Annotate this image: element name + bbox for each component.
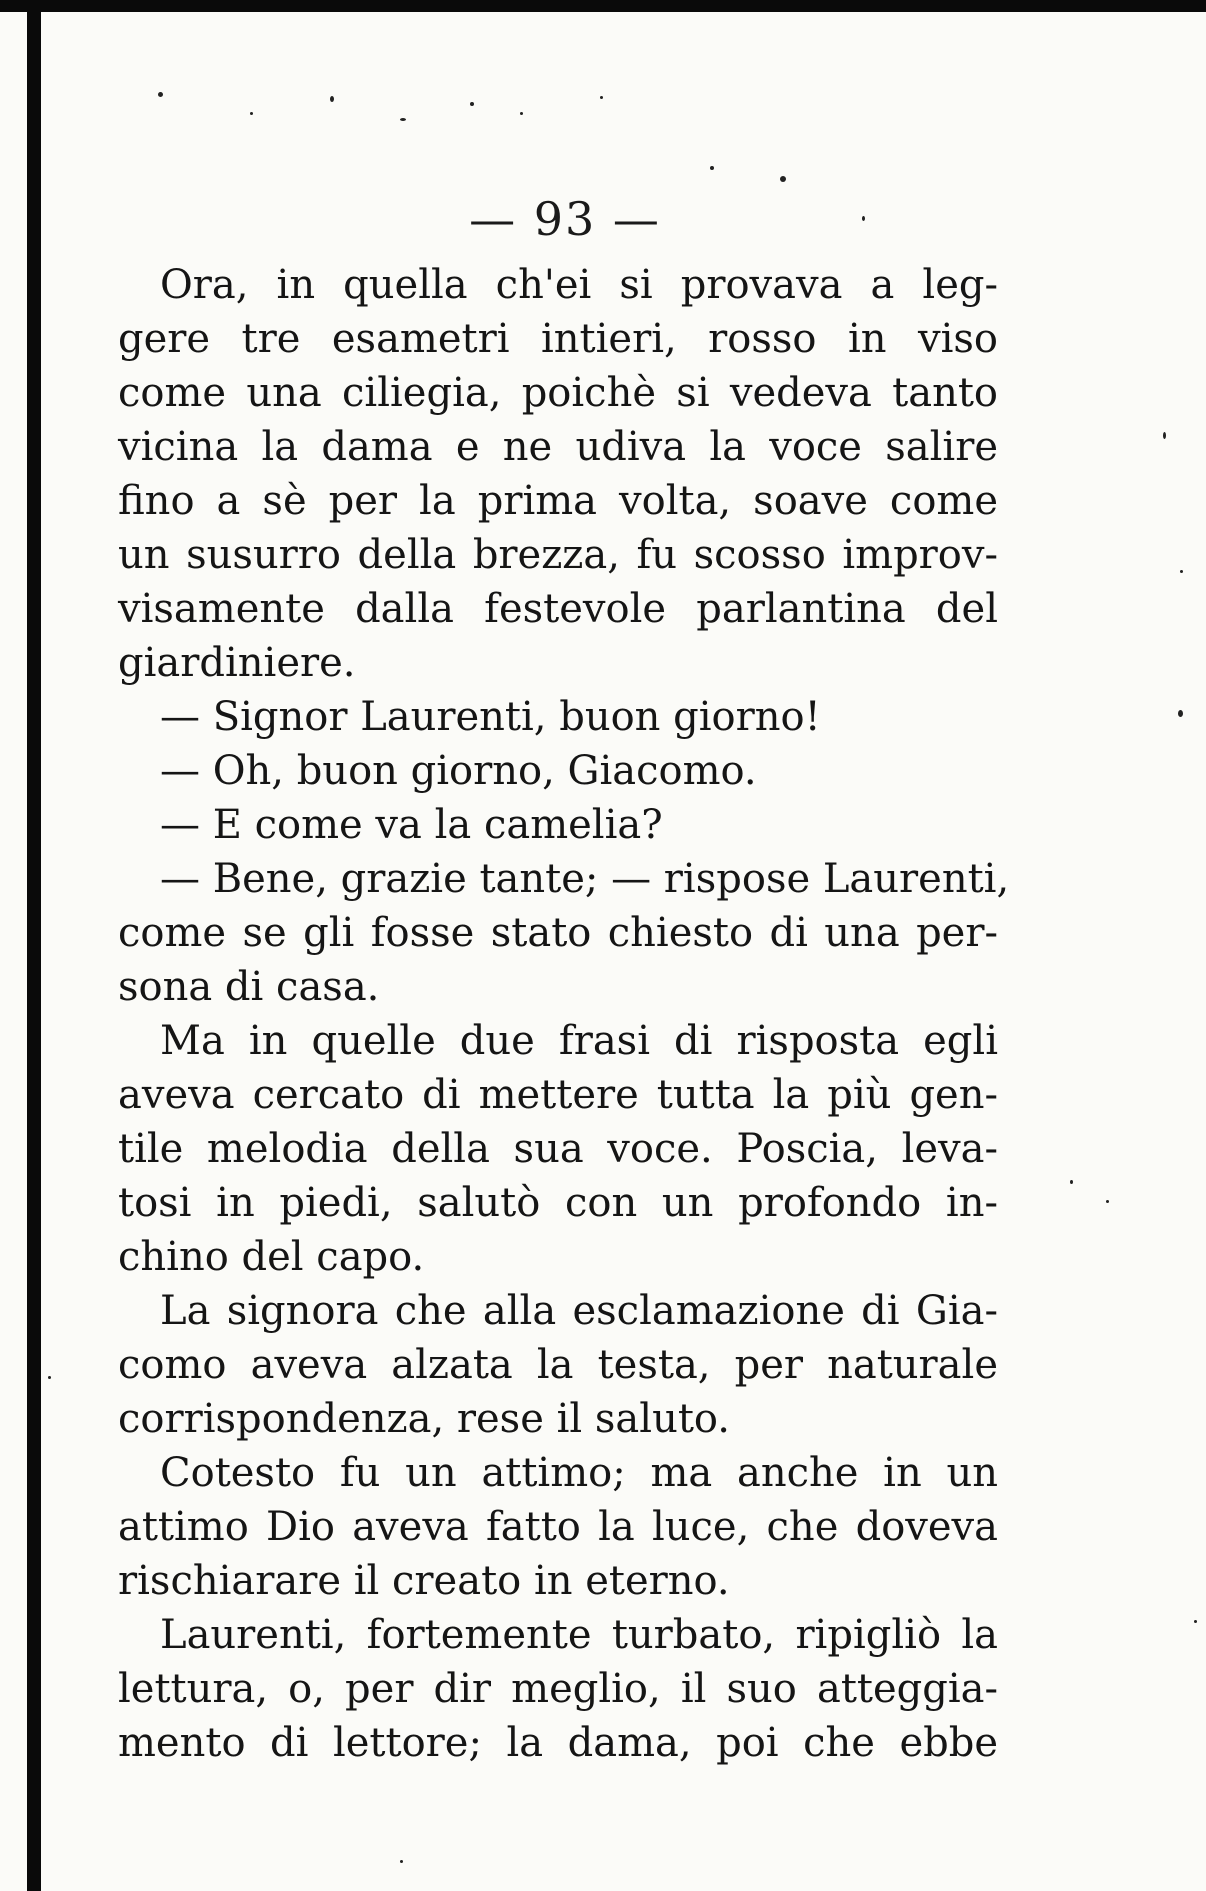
text-line: chino del capo. (118, 1234, 425, 1280)
text-line: gere tre esametri intieri, rosso in viso (118, 316, 998, 362)
text-line: Cotesto fu un attimo; ma anche in un (160, 1450, 998, 1496)
text-line: Ma in quelle due frasi di risposta egli (160, 1018, 998, 1064)
text-line: visamente dalla festevole parlantina del (118, 586, 998, 632)
text-line: attimo Dio aveva fatto la luce, che doveva (118, 1504, 998, 1550)
page-number: — 93 — (469, 192, 661, 246)
text-line: La signora che alla esclamazione di Gia- (160, 1288, 998, 1334)
text-line: vicina la dama e ne udiva la voce salire (118, 424, 998, 470)
text-line: — Oh, buon giorno, Giacomo. (160, 748, 757, 794)
text-line: rischiarare il creato in eterno. (118, 1558, 730, 1604)
body-text (118, 258, 1010, 1770)
text-line: Ora, in quella ch'ei si provava a leg- (160, 262, 998, 308)
scan-edge-top (0, 0, 1206, 12)
scan-edge-left (27, 0, 41, 1891)
text-line: fino a sè per la prima volta, soave come (118, 478, 998, 524)
text-line: — Signor Laurenti, buon giorno! (160, 694, 821, 740)
text-line: — E come va la camelia? (160, 802, 663, 848)
text-line: giardiniere. (118, 640, 356, 686)
text-line: sona di casa. (118, 964, 380, 1010)
text-line: corrispondenza, rese il saluto. (118, 1396, 730, 1442)
text-line: mento di lettore; la dama, poi che ebbe (118, 1720, 998, 1766)
text-line: tile melodia della sua voce. Poscia, leva- (118, 1126, 998, 1172)
text-line: — Bene, grazie tante; — rispose Laurenti, (160, 856, 1010, 902)
text-line: como aveva alzata la testa, per naturale (118, 1342, 998, 1388)
text-line: Laurenti, fortemente turbato, ripigliò la (160, 1612, 998, 1658)
text-line: lettura, o, per dir meglio, il suo atteggia- (118, 1666, 998, 1712)
text-line: tosi in piedi, salutò con un profondo in- (118, 1180, 998, 1226)
text-line: un susurro della brezza, fu scosso improv- (118, 532, 998, 578)
text-line: aveva cercato di mettere tutta la più gen- (118, 1072, 998, 1118)
text-line: come se gli fosse stato chiesto di una per- (118, 910, 998, 956)
text-line: come una ciliegia, poichè si vedeva tanto (118, 370, 998, 416)
